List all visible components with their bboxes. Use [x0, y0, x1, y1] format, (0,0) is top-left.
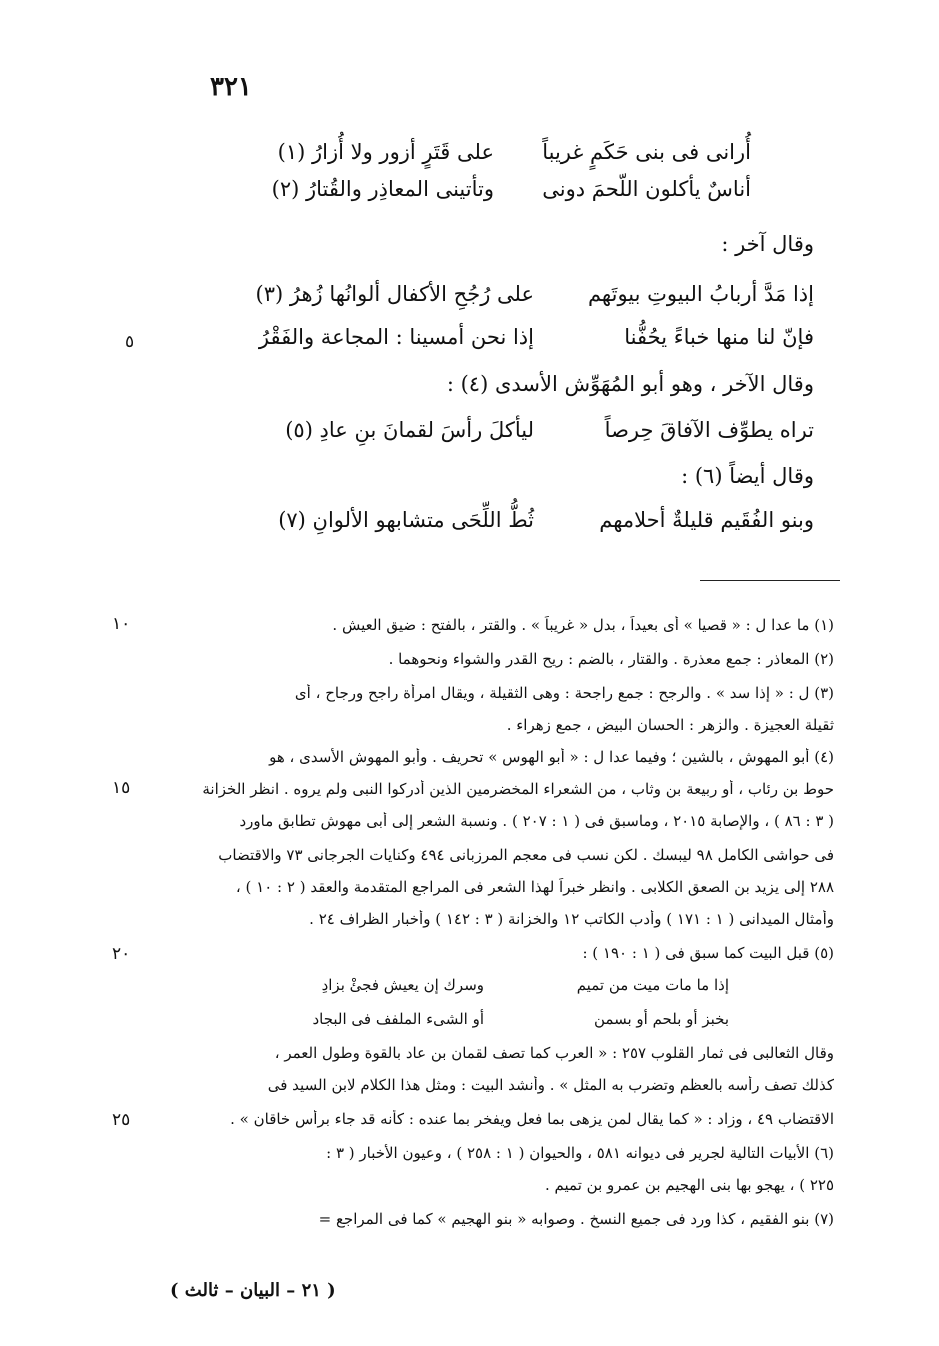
verse-1-second-hemistich: على قَتَرٍ أزور ولا أُزارُ (١) — [277, 140, 494, 164]
footnote-line: وأمثال الميدانى ( ١ : ١٧١ ) وأدب الكاتب ١٢ والخزانة ( ٣ : ١٤٢ ) وأخبار الظراف ٢٤ . — [309, 910, 834, 928]
line-number: ١٠ — [112, 614, 131, 634]
footnote-line: وقال الثعالبى فى ثمار القلوب ٢٥٧ : « العرب كما تصف لقمان بن عاد بالقوة وطول العمر ، — [274, 1044, 834, 1062]
footnote-line: (٧) بنو الفقيم ، كذا ورد فى جميع النسخ . وصوابه « بنو الهجيم » كما فى المراجع = — [318, 1210, 834, 1228]
verse-2-first-hemistich: أناسٌ يأكلون اللّحمَ دونى — [542, 177, 751, 201]
line-number: ٥ — [125, 332, 135, 352]
verse-5-second-hemistich: ليأكلَ رأسَ لقمانَ بنِ عادِ (٥) — [285, 418, 534, 442]
signature-mark: ( ٢١ – البيان – ثالث ) — [170, 1280, 336, 1301]
line-number: ١٥ — [112, 778, 131, 798]
line-number: ٢٥ — [112, 1110, 131, 1130]
footnote-line: ثقيلة العجيزة . والزهر : الحسان البيض ، جمع زهراء . — [506, 716, 834, 734]
footnote-verse-1-first-hemistich: إذا ما مات ميت من تميم — [576, 976, 729, 994]
footnote-verse-2-second-hemistich: أو الشىء الملفف فى البجاد — [312, 1010, 484, 1028]
intro-other-poet: وقال آخر : — [721, 232, 814, 256]
footnote-line: حوط بن رئاب ، أو ربيعة بن وثاب ، من الشعراء المخضرمين الذين أدركوا النبى ولم يروه . انظر الخزانة — [202, 780, 834, 798]
verse-2-second-hemistich: وتأتينى المعاذِر والقُتارُ (٢) — [271, 177, 494, 201]
intro-also: وقال أيضاً (٦) : — [681, 464, 814, 488]
verse-3-first-hemistich: إذا مَدَّ أربابُ البيوتِ بيوتَهم — [587, 282, 814, 306]
footnote-line: فى حواشى الكامل ٩٨ ليبسك . لكن نسب فى معجم المرزبانى ٤٩٤ وكنايات الجرجانى ٧٣ والاقتضاب — [218, 846, 834, 864]
footnote-line: الاقتضاب ٤٩ ، وزاد : « كما يقال لمن يزهى بما فعل ويفخر بما عنده : كأنه قد جاء برأس خاقان » . — [230, 1110, 834, 1128]
footnote-line: ٢٨٨ إلى يزيد بن الصعق الكلابى . وانظر خبراً لهذا الشعر فى المراجع المتقدمة والعقد ( ٢ : ١٠ ) ، — [235, 878, 834, 896]
footnote-line: (٦) الأبيات التالية لجرير فى ديوانه ٥٨١ ، والحيوان ( ١ : ٢٥٨ ) ، وعيون الأخبار ( ٣ : — [326, 1144, 834, 1162]
verse-6-second-hemistich: ثُطُّ اللِّحَى متشابهو الألوانِ (٧) — [278, 508, 534, 532]
footnote-line: (٢) المعاذر : جمع معذرة . والقتار ، بالضم : ريح القدر والشواء ونحوهما . — [388, 650, 834, 668]
footnote-line: كذلك تصف رأسه بالعظم وتضرب به المثل » . وأنشد البيت : ومثل هذا الكلام لابن السيد فى — [267, 1076, 834, 1094]
verse-3-second-hemistich: على رُجُحِ الأكفال ألوانُها زُهرُ (٣) — [255, 282, 534, 306]
footnote-line: ( ٣ : ٨٦ ) ، والإصابة ٢٠١٥ ، وماسبق فى ( ١ : ٢٠٧ ) . ونسبة الشعر إلى أبى مهوش تطابق ماورد — [239, 812, 834, 830]
verse-5-first-hemistich: تراه يطوِّف الآفاقَ حِرصاً — [604, 418, 814, 442]
page-number: ٣٢١ — [210, 72, 252, 102]
verse-4-second-hemistich: إذا نحن أمسينا : المجاعة والفَقْرُ — [258, 325, 534, 349]
intro-abu-almuhawwish: وقال الآخر ، وهو أبو المُهَوِّش الأسدى (٤) : — [446, 372, 814, 396]
footnote-line: (٣) ل : « إذا سد » . والرجح : جمع راجحة : وهى الثقيلة ، ويقال امرأة راجح ورجاح ، أى — [294, 684, 834, 702]
footnote-verse-2-first-hemistich: بخبز أو بلحم أو بسمن — [593, 1010, 729, 1028]
line-number: ٢٠ — [112, 944, 131, 964]
footnote-line: (٤) أبو المهوش ، بالشين ؛ وفيما عدا ل : « أبو الهوس » تحريف . وأبو المهوش الأسدى ، هو — [269, 748, 834, 766]
footnote-verse-1-second-hemistich: وسرك إن يعيش فجئْ بزادِ — [321, 976, 484, 994]
footnote-divider — [700, 580, 840, 581]
footnote-line: (٥) قبل البيت كما سبق فى ( ١ : ١٩٠ ) : — [582, 944, 834, 962]
footnote-line: ٢٢٥ ) ، يهجو بها بنى الهجيم بن عمرو بن تميم . — [545, 1176, 834, 1194]
verse-4-first-hemistich: فإنّ لنا منها خباءً يحُفُّنا — [624, 325, 814, 349]
verse-6-first-hemistich: وبنو الفُقَيم قليلةٌ أحلامهم — [599, 508, 814, 532]
footnote-line: (١) ما عدا ل : « قصيا » أى بعيداً ، بدل « غريباً » . والقتر ، بالفتح : ضيق العيش . — [332, 616, 834, 634]
verse-1-first-hemistich: أُرانى فى بنى حَكَمٍ غريباً — [542, 140, 751, 164]
